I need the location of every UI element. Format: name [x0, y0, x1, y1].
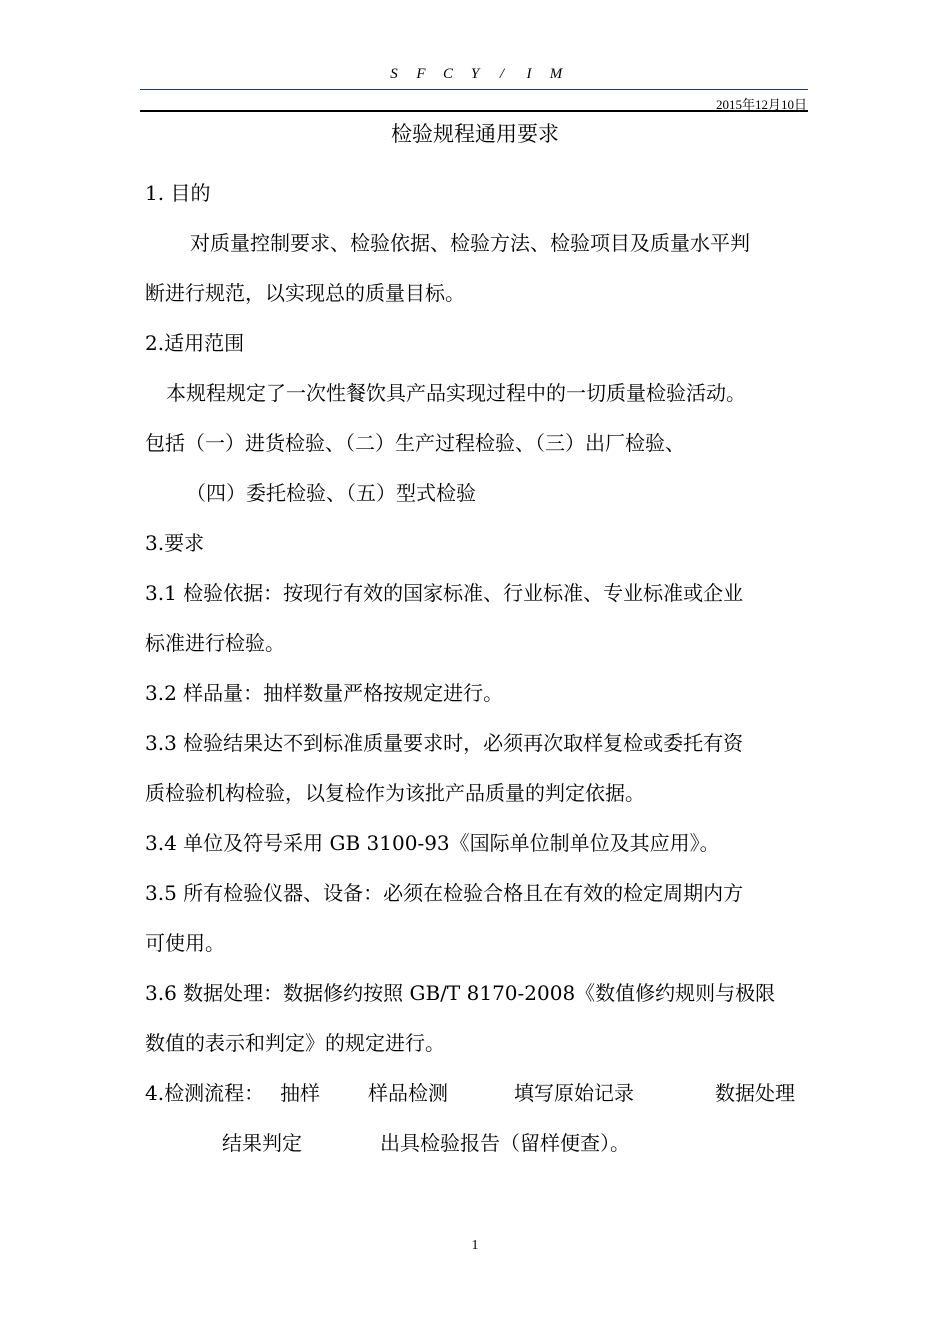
document-title: 检验规程通用要求 — [391, 122, 559, 146]
section-3-3-line: 质检验机构检验，以复检作为该批产品质量的判定依据。 — [145, 781, 645, 805]
section-2-paragraph-line: 本规程规定了一次性餐饮具产品实现过程中的一切质量检验活动。 — [166, 381, 746, 405]
section-2-paragraph-line: 包括（一）进货检验、（二）生产过程检验、（三）出厂检验、 — [145, 431, 685, 455]
header-rule-bottom — [140, 110, 808, 112]
section-1-heading: 1. 目的 — [145, 181, 211, 205]
code-letter: I — [526, 66, 532, 82]
section-1-paragraph-line: 断进行规范，以实现总的质量目标。 — [145, 281, 465, 305]
section-3-1-line: 标准进行检验。 — [145, 631, 285, 655]
section-2-heading: 2.适用范围 — [145, 331, 245, 355]
code-letter: C — [442, 66, 453, 82]
section-3-2-line: 3.2 样品量：抽样数量严格按规定进行。 — [145, 681, 504, 705]
flow-step: 样品检测 — [368, 1081, 448, 1105]
flow-step: 数据处理 — [715, 1081, 795, 1105]
flow-step: 结果判定 — [222, 1131, 302, 1155]
flow-label: 4.检测流程： — [145, 1081, 265, 1105]
section-3-6-line: 3.6 数据处理：数据修约按照 GB/T 8170-2008《数值修约规则与极限 — [145, 981, 776, 1005]
section-3-heading: 3.要求 — [145, 531, 205, 555]
code-letter: Y — [470, 66, 480, 82]
document-code — [0, 66, 950, 83]
section-3-6-line: 数值的表示和判定》的规定进行。 — [145, 1031, 445, 1055]
header-date: 2015年12月10日 — [715, 97, 807, 112]
section-3-4-line: 3.4 单位及符号采用 GB 3100-93《国际单位制单位及其应用》。 — [145, 831, 720, 855]
code-letter: M — [549, 66, 563, 82]
flow-step: 填写原始记录 — [514, 1081, 634, 1105]
flow-step: 出具检验报告（留样便查）。 — [380, 1131, 630, 1155]
section-2-paragraph-line: （四）委托检验、（五）型式检验 — [186, 481, 476, 505]
section-1-paragraph-line: 对质量控制要求、检验依据、检验方法、检验项目及质量水平判 — [190, 231, 750, 255]
section-3-5-line: 3.5 所有检验仪器、设备：必须在检验合格且在有效的检定周期内方 — [145, 881, 744, 905]
code-letter: S — [390, 66, 398, 82]
page-number: 1 — [471, 1238, 479, 1253]
flow-step: 抽样 — [280, 1081, 320, 1105]
code-letter: F — [416, 66, 426, 82]
header-rule-top — [140, 89, 808, 90]
code-letter: / — [499, 66, 505, 82]
section-3-3-line: 3.3 检验结果达不到标准质量要求时，必须再次取样复检或委托有资 — [145, 731, 744, 755]
section-3-5-line: 可使用。 — [145, 931, 225, 955]
section-3-1-line: 3.1 检验依据：按现行有效的国家标准、行业标准、专业标准或企业 — [145, 581, 744, 605]
